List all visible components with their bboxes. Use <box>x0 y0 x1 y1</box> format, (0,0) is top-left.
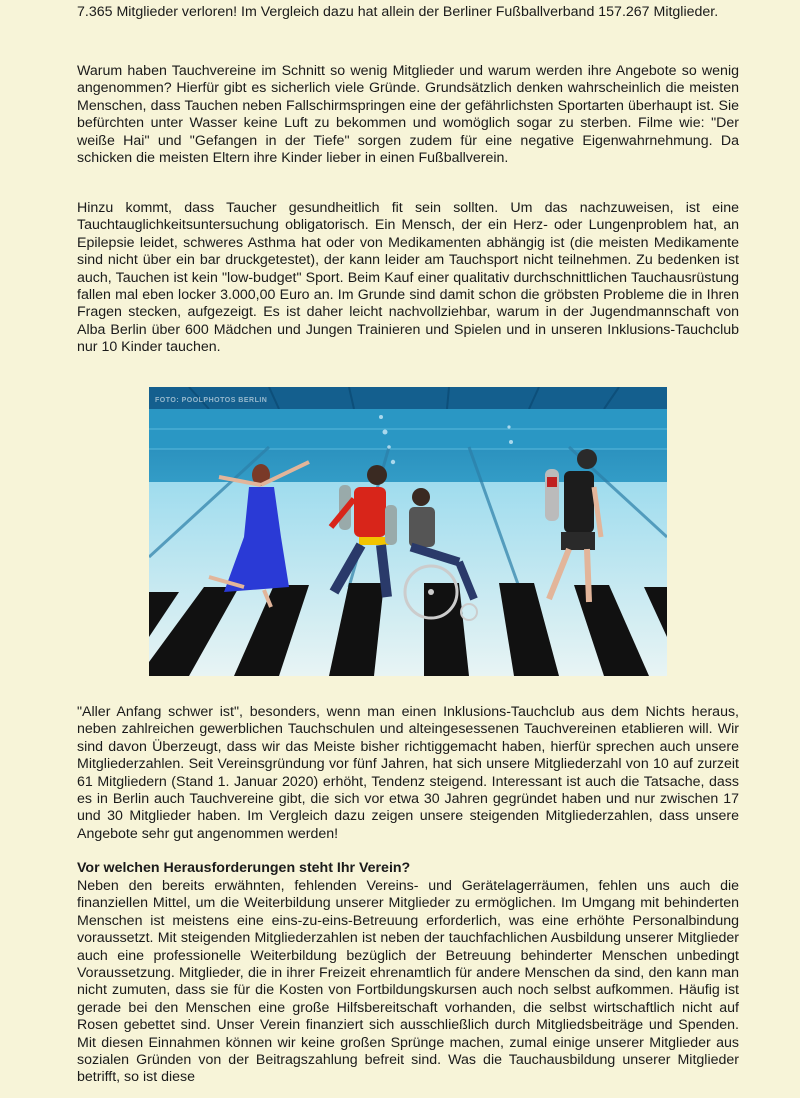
section-heading-challenges: Vor welchen Herausforderungen steht Ihr Verein? <box>77 860 411 876</box>
paragraph-challenges: Neben den bereits erwähnten, fehlenden Vereins- und Gerätelagerräumen, fehlen uns auch die finanziellen Mittel, um die Weiterbildung unserer Mitglieder zu ermöglichen. Im Umgang mit behinderten Menschen ist meistens eine eins-zu-eins-Betreuung erforderlich, was eine erhöhte Personalbindung voraussetzt. Mit steigenden Mitgliederzahlen ist neben der tauchfachlichen Ausbildung unserer Mitglieder auch eine professionelle Weiterbildung bezüglich der Betreuung behinderter Menschen unbedingt Voraussetzung. Mitglieder, die in ihrer Freizeit ehrenamtlich für andere Menschen da sind, den kann man nicht zumuten, dass sie für die Kosten von Fortbildungskursen auch noch selbst aufkommen. Häufig ist gerade bei den Menschen eine große Hilfsbereitschaft vorhanden, die selbst wirtschaftlich nicht auf Rosen gebettet sind. Unser Verein finanziert sich ausschließlich durch Mitgliedsbeiträge und Spenden. Mit diesen Einnahmen können wir keine großen Sprünge machen, zumal einige unserer Mitglieder aus sozialen Gründen von der Beitragszahlung befreit sind. Was die Tauchausbildung unserer Mitglieder betrifft, so ist diese <box>77 878 739 1086</box>
paragraph-why-few-members: Warum haben Tauchvereine im Schnitt so wenig Mitglieder und warum werden ihre Angebote so wenig angenommen? Hierfür gibt es sicherlich viele Gründe. Grundsätzlich denken wahrscheinlich die meisten Menschen, dass Tauchen neben Fallschirmspringen eine der gefährlichsten Sportarten überhaupt ist. Sie befürchten unter Wasser keine Luft zu bekommen und womöglich sogar zu sterben. Filme wie: "Der weiße Hai" und "Gefangen in der Tiefe" sorgen zudem für eine negative Eigenwahrnehmung. Da schicken die meisten Eltern ihre Kinder lieber in einen Fußballverein. <box>77 63 739 167</box>
underwater-crosswalk-photo <box>149 387 667 676</box>
photo-credit: FOTO: POOLPHOTOS BERLIN <box>155 397 268 404</box>
paragraph-fitness-and-cost: Hinzu kommt, dass Taucher gesundheitlich fit sein sollten. Um das nachzuweisen, ist eine Tauchtauglichkeitsuntersuchung obligatorisch. Ein Mensch, der ein Herz- oder Lungenproblem hat, an Epilepsie leidet, schweres Asthma hat oder von Medikamenten abhängig ist (die meisten Medikamente sind nicht über ein bar druckgetestet), der kann leider am Tauchsport nicht teilnehmen. Zu bedenken ist auch, Tauchen ist kein "low-budget" Sport. Beim Kauf einer qualitativ durchschnittlichen Tauchausrüstung fallen mal eben locker 3.000,00 Euro an. Im Grunde sind damit schon die gröbsten Probleme die in Ihren Fragen stecken, aufgezeigt. Es ist daher leicht nachvollziehbar, warum in der Jugendmannschaft von Alba Berlin über 600 Mädchen und Jungen Trainieren und Spielen und in unseren Inklusions-Tauchclub nur 10 Kinder tauchen. <box>77 200 739 356</box>
paragraph-members-lost: 7.365 Mitglieder verloren! Im Vergleich dazu hat allein der Berliner Fußballverband 157.267 Mitglieder. <box>77 4 719 20</box>
paragraph-beginnings: "Aller Anfang schwer ist", besonders, wenn man einen Inklusions-Tauchclub aus dem Nichts heraus, neben zahlreichen gewerblichen Tauchschulen und alteingesessenen Tauchvereinen etablieren will. Wir sind davon Überzeugt, dass wir das Meiste bisher richtiggemacht haben, hierfür sprechen auch unsere Mitgliederzahlen. Seit Vereinsgründung vor fünf Jahren, hat sich unsere Mitgliederzahl von 10 auf zurzeit 61 Mitgliedern (Stand 1. Januar 2020) erhöht, Tendenz steigend. Interessant ist auch die Tatsache, dass es in Berlin auch Tauchvereine gibt, die sich vor etwa 30 Jahren gegründet haben und nur zwischen 17 und 30 Mitglieder haben. Im Vergleich dazu zeigen unsere steigenden Mitgliederzahlen, dass unsere Angebote sehr gut angenommen werden! <box>77 704 739 842</box>
